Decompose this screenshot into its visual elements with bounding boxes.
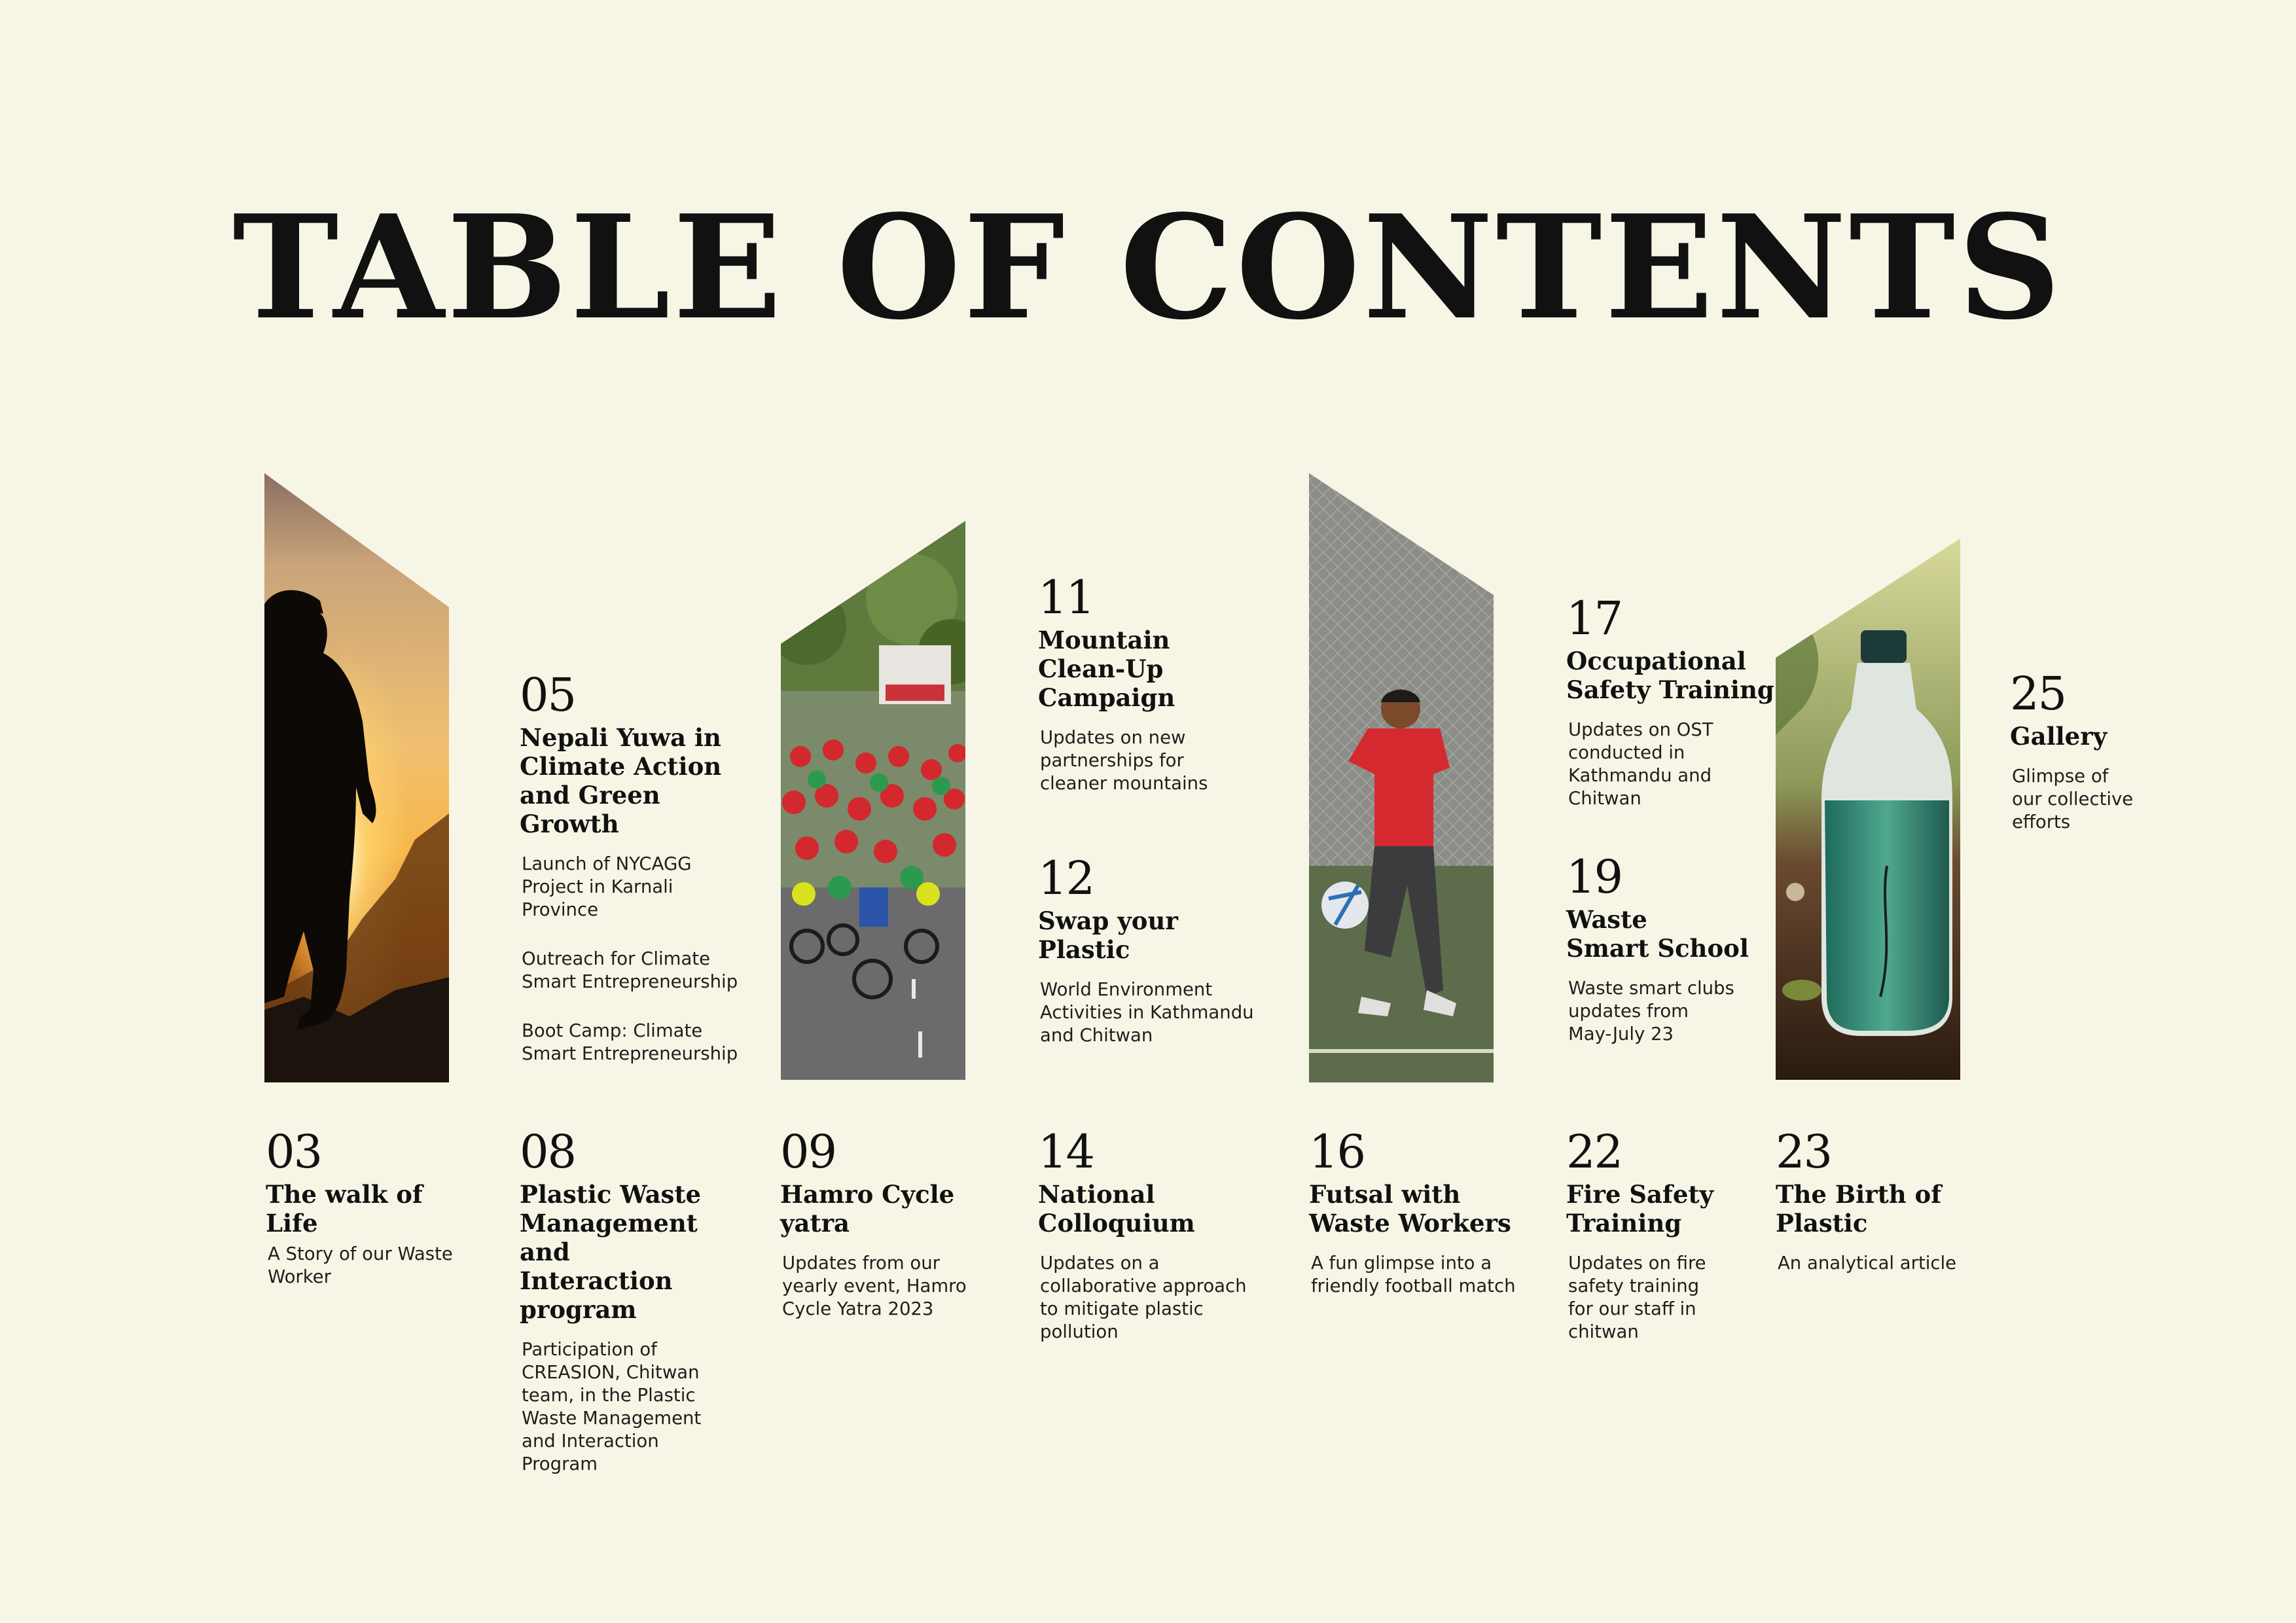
- entry-description: Updates from our yearly event, Hamro Cycle Yatra 2023: [782, 1253, 967, 1319]
- page-number: 03: [266, 1125, 322, 1179]
- entry-title: Swap your Plastic: [1038, 906, 1178, 964]
- entry-description: Waste smart clubs updates from May-July 23: [1568, 978, 1734, 1044]
- entry-description: An analytical article: [1778, 1253, 1957, 1274]
- toc-entry-19[interactable]: [1566, 850, 1782, 1046]
- entry-description: Updates on a collaborative approach to mitigate plastic pollution: [1040, 1253, 1247, 1342]
- entry-title: Hamro Cycle yatra: [780, 1180, 955, 1238]
- toc-entry-12[interactable]: [1038, 851, 1280, 1047]
- entry-title: Fire Safety Training: [1566, 1180, 1713, 1238]
- toc-entry-17[interactable]: [1566, 592, 1782, 810]
- page-number: 14: [1038, 1125, 1094, 1179]
- page-number: 17: [1566, 592, 1623, 645]
- worker-silhouette-photo: [264, 473, 449, 1082]
- entry-sub-item: Boot Camp: Climate Smart Entrepreneurship: [522, 1020, 738, 1064]
- toc-entry-08[interactable]: [520, 1125, 755, 1476]
- toc-entry-25[interactable]: [2010, 667, 2193, 834]
- toc-entry-14[interactable]: [1038, 1125, 1280, 1344]
- entry-sub-item: Outreach for Climate Smart Entrepreneurship: [522, 948, 738, 992]
- page-number: 08: [520, 1125, 576, 1179]
- entry-sub-item: Launch of NYCAGG Project in Karnali Province: [522, 853, 692, 920]
- plastic-bottle-photo: [1776, 539, 1960, 1080]
- toc-entry-03[interactable]: [266, 1125, 482, 1289]
- page-number: 12: [1038, 851, 1094, 905]
- entry-description: Participation of CREASION, Chitwan team, in the Plastic Waste Management and Interaction Program: [522, 1339, 702, 1474]
- toc-entry-23[interactable]: [1776, 1125, 1992, 1275]
- entry-description: Glimpse of our collective efforts: [2012, 766, 2134, 832]
- entry-title: Plastic Waste Management and Interaction program: [520, 1180, 702, 1324]
- entry-description: A fun glimpse into a friendly football match: [1311, 1253, 1516, 1296]
- entry-description: Updates on fire safety training for our staff in chitwan: [1568, 1253, 1706, 1342]
- entry-description: World Environment Activities in Kathmandu and Chitwan: [1040, 979, 1254, 1046]
- page-number: 05: [520, 668, 576, 722]
- cycle-yatra-photo: [781, 521, 965, 1080]
- page-number: 09: [780, 1125, 836, 1179]
- entry-title: Futsal with Waste Workers: [1309, 1180, 1511, 1238]
- entry-description: Updates on new partnerships for cleaner mountains: [1040, 727, 1208, 794]
- entry-title: Mountain Clean-Up Campaign: [1038, 626, 1175, 712]
- toc-entry-11[interactable]: [1038, 571, 1267, 795]
- entry-title: The Birth of Plastic: [1776, 1180, 1942, 1238]
- page-title: TABLE OF CONTENTS: [232, 184, 2064, 351]
- page-number: 11: [1038, 571, 1094, 624]
- page-number: 19: [1566, 850, 1623, 904]
- toc-entry-16[interactable]: [1309, 1125, 1532, 1298]
- entry-title: Waste Smart School: [1566, 905, 1749, 963]
- page-number: 16: [1309, 1125, 1365, 1179]
- toc-entry-05[interactable]: [520, 668, 755, 1065]
- page-number: 22: [1566, 1125, 1623, 1179]
- entry-title: Occupational Safety Training: [1566, 647, 1774, 704]
- toc-entry-22[interactable]: [1566, 1125, 1763, 1344]
- entry-title: Nepali Yuwa in Climate Action and Green Growth: [520, 723, 722, 838]
- entry-title: Gallery: [2010, 722, 2108, 751]
- entry-title: National Colloquium: [1038, 1180, 1195, 1238]
- entry-description: Updates on OST conducted in Kathmandu and Chitwan: [1568, 719, 1713, 809]
- entry-description: A Story of our Waste Worker: [268, 1243, 453, 1287]
- page-number: 23: [1776, 1125, 1832, 1179]
- page-number: 25: [2010, 667, 2066, 721]
- futsal-photo: [1309, 473, 1494, 1082]
- toc-entry-09[interactable]: [780, 1125, 996, 1321]
- entry-title: The walk of Life: [266, 1180, 423, 1238]
